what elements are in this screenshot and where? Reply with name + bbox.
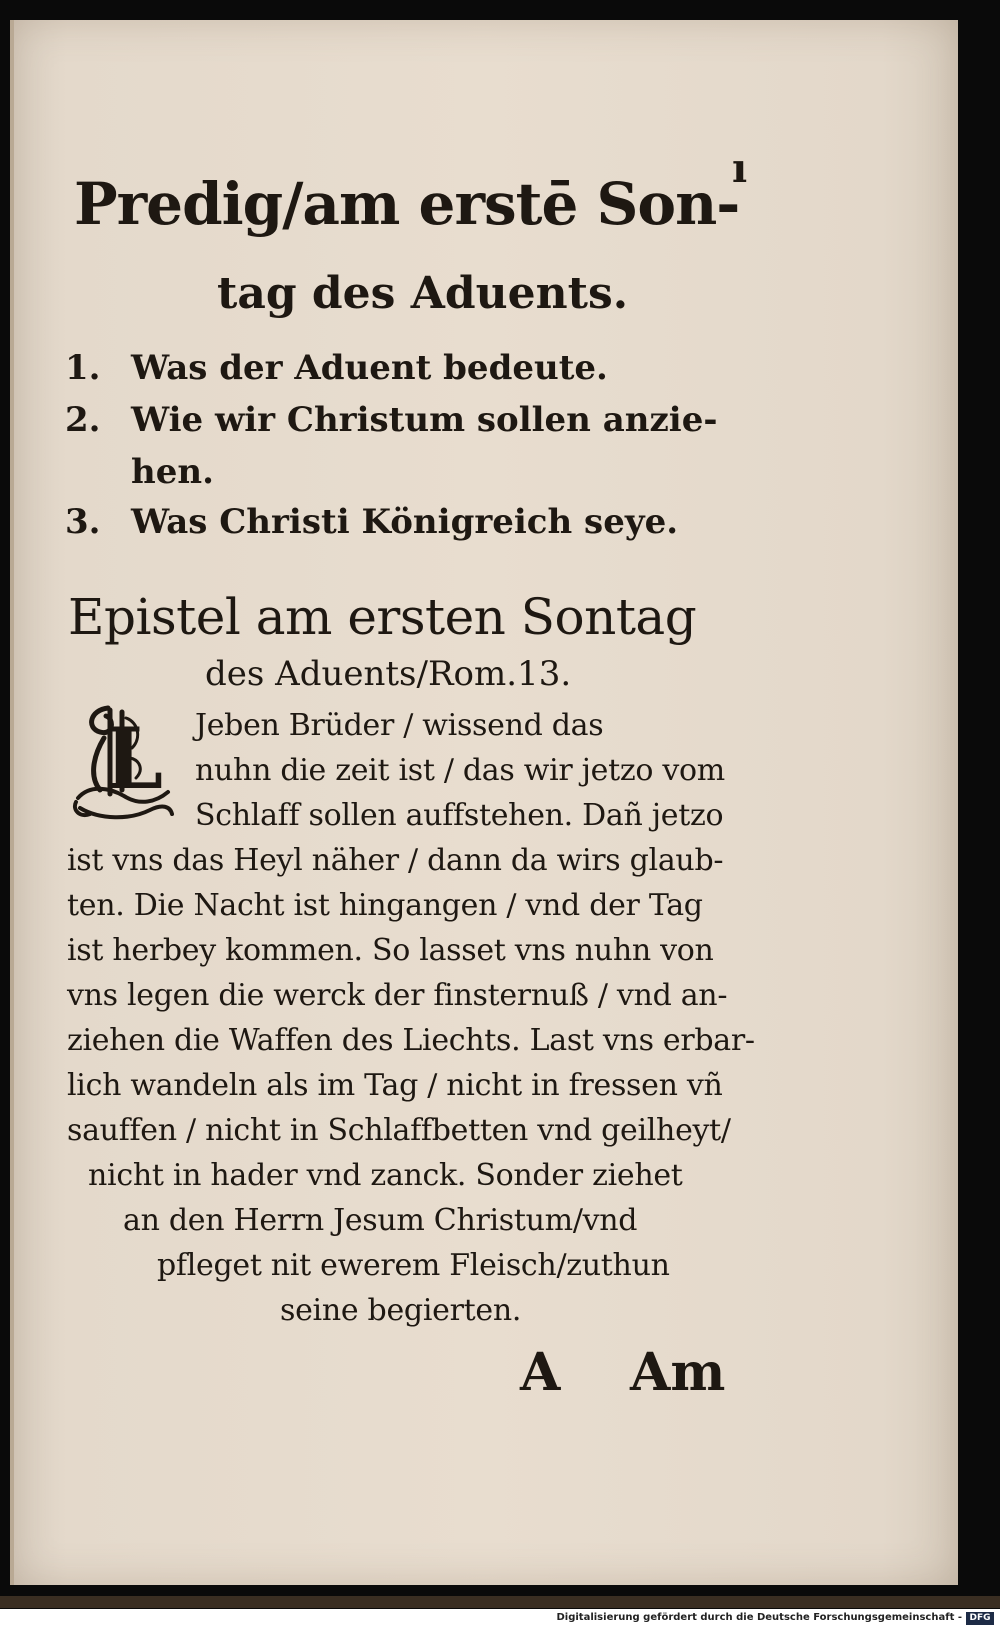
dfg-logo: DFG bbox=[966, 1612, 994, 1625]
catchword: Am bbox=[630, 1342, 726, 1403]
contents-item-2 bbox=[65, 400, 717, 440]
contents-text: Wie wir Christum sollen anzie- bbox=[131, 400, 718, 440]
page-edge bbox=[10, 20, 14, 1585]
contents-number: 3. bbox=[65, 502, 101, 542]
epistle-line: seine begierten. bbox=[280, 1293, 522, 1328]
epistle-heading-line-2: des Aduents/Rom.13. bbox=[205, 654, 572, 694]
contents-text: Was der Aduent bedeute. bbox=[131, 348, 608, 388]
contents-number: 2. bbox=[65, 400, 101, 440]
epistle-line: lich wandeln als im Tag / nicht in fressen vñ bbox=[67, 1068, 723, 1103]
scan-bottom-edge bbox=[0, 1596, 1000, 1608]
decorated-initial-l bbox=[70, 698, 176, 828]
signature-mark: A bbox=[520, 1342, 561, 1403]
contents-number: 1. bbox=[65, 348, 101, 388]
epistle-line: ist vns das Heyl näher / dann da wirs glaub- bbox=[67, 843, 724, 878]
epistle-line: sauffen / nicht in Schlaffbetten vnd geilheyt/ bbox=[67, 1113, 731, 1148]
epistle-line: ist herbey kommen. So lasset vns nuhn von bbox=[67, 933, 714, 968]
contents-item-2-continued: hen. bbox=[131, 452, 214, 492]
epistle-line: an den Herrn Jesum Christum/vnd bbox=[123, 1203, 638, 1238]
contents-item-1 bbox=[65, 348, 608, 388]
epistle-line: ziehen die Waffen des Liechts. Last vns erbar- bbox=[67, 1023, 755, 1058]
top-mark: ı bbox=[732, 145, 748, 192]
epistle-line: nuhn die zeit ist / das wir jetzo vom bbox=[195, 753, 725, 788]
book-page bbox=[10, 20, 958, 1585]
epistle-line: Schlaff sollen auffstehen. Dañ jetzo bbox=[195, 798, 724, 833]
epistle-line: pfleget nit ewerem Fleisch/zuthun bbox=[157, 1248, 670, 1283]
funding-note: Digitalisierung gefördert durch die Deutsche Forschungsgemeinschaft - bbox=[556, 1612, 962, 1623]
epistle-heading-line-1: Epistel am ersten Sontag bbox=[68, 588, 697, 646]
initial-letter: L bbox=[104, 709, 164, 808]
sermon-title-line-2: tag des Aduents. bbox=[217, 268, 629, 319]
epistle-line: nicht in hader vnd zanck. Sonder ziehet bbox=[88, 1158, 683, 1193]
epistle-line: vns legen die werck der finsternuß / vnd an- bbox=[67, 978, 728, 1013]
contents-item-3 bbox=[65, 502, 678, 542]
footer bbox=[0, 1609, 1000, 1629]
epistle-line: Jeben Brüder / wissend das bbox=[195, 708, 604, 743]
epistle-line: ten. Die Nacht ist hingangen / vnd der Tag bbox=[67, 888, 703, 923]
contents-text: Was Christi Königreich seye. bbox=[131, 502, 679, 542]
sermon-title-line-1: Predig/am erstē Son- bbox=[74, 170, 740, 238]
